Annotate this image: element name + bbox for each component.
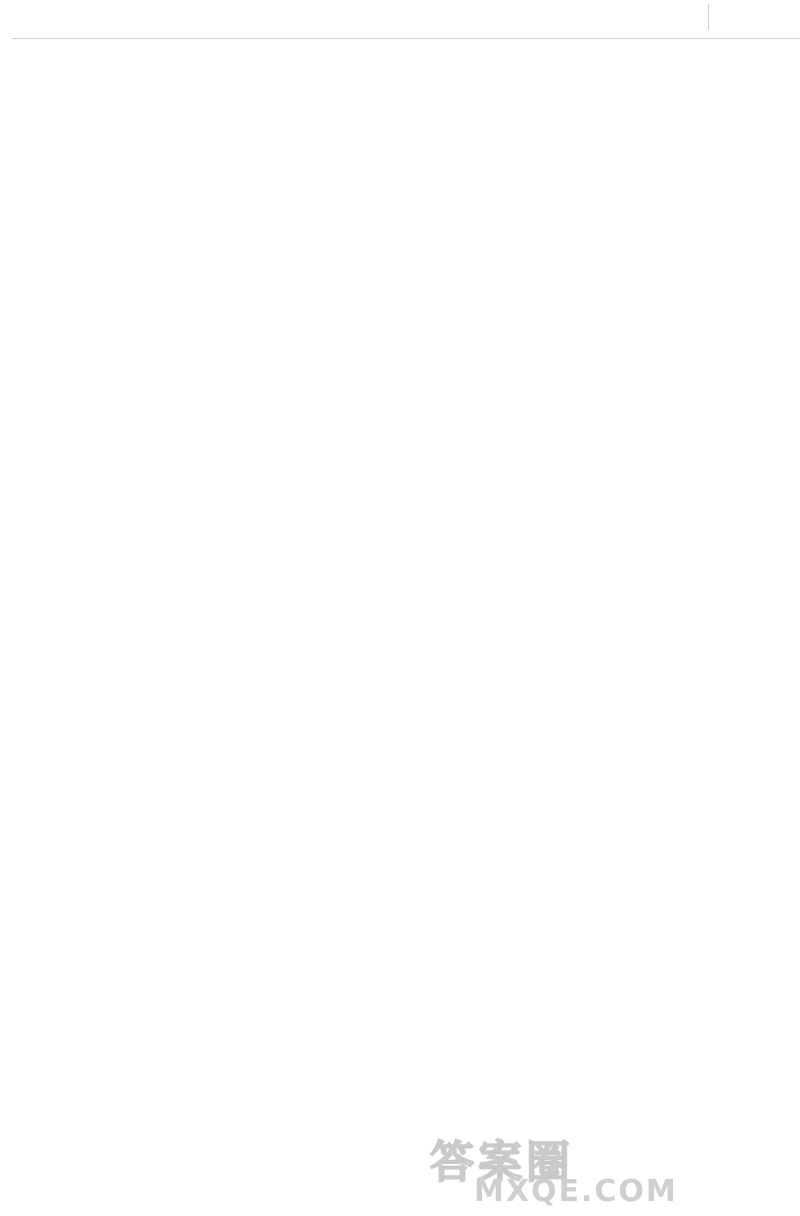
matching-lines <box>440 104 780 212</box>
watermark-text: 答案圈 <box>430 1137 574 1188</box>
watermark-logo <box>430 1126 790 1212</box>
crop-mark <box>708 4 709 30</box>
right-column <box>440 102 780 216</box>
corrected-chars-row <box>96 199 420 234</box>
matching-exercise <box>440 104 780 212</box>
section-title <box>96 102 420 164</box>
watermark-url: MXQE.COM <box>474 1174 678 1209</box>
corrected-chars-wrap <box>96 233 420 268</box>
left-column <box>96 102 420 268</box>
header-rule <box>12 38 800 39</box>
pinyin-answer <box>96 164 420 199</box>
